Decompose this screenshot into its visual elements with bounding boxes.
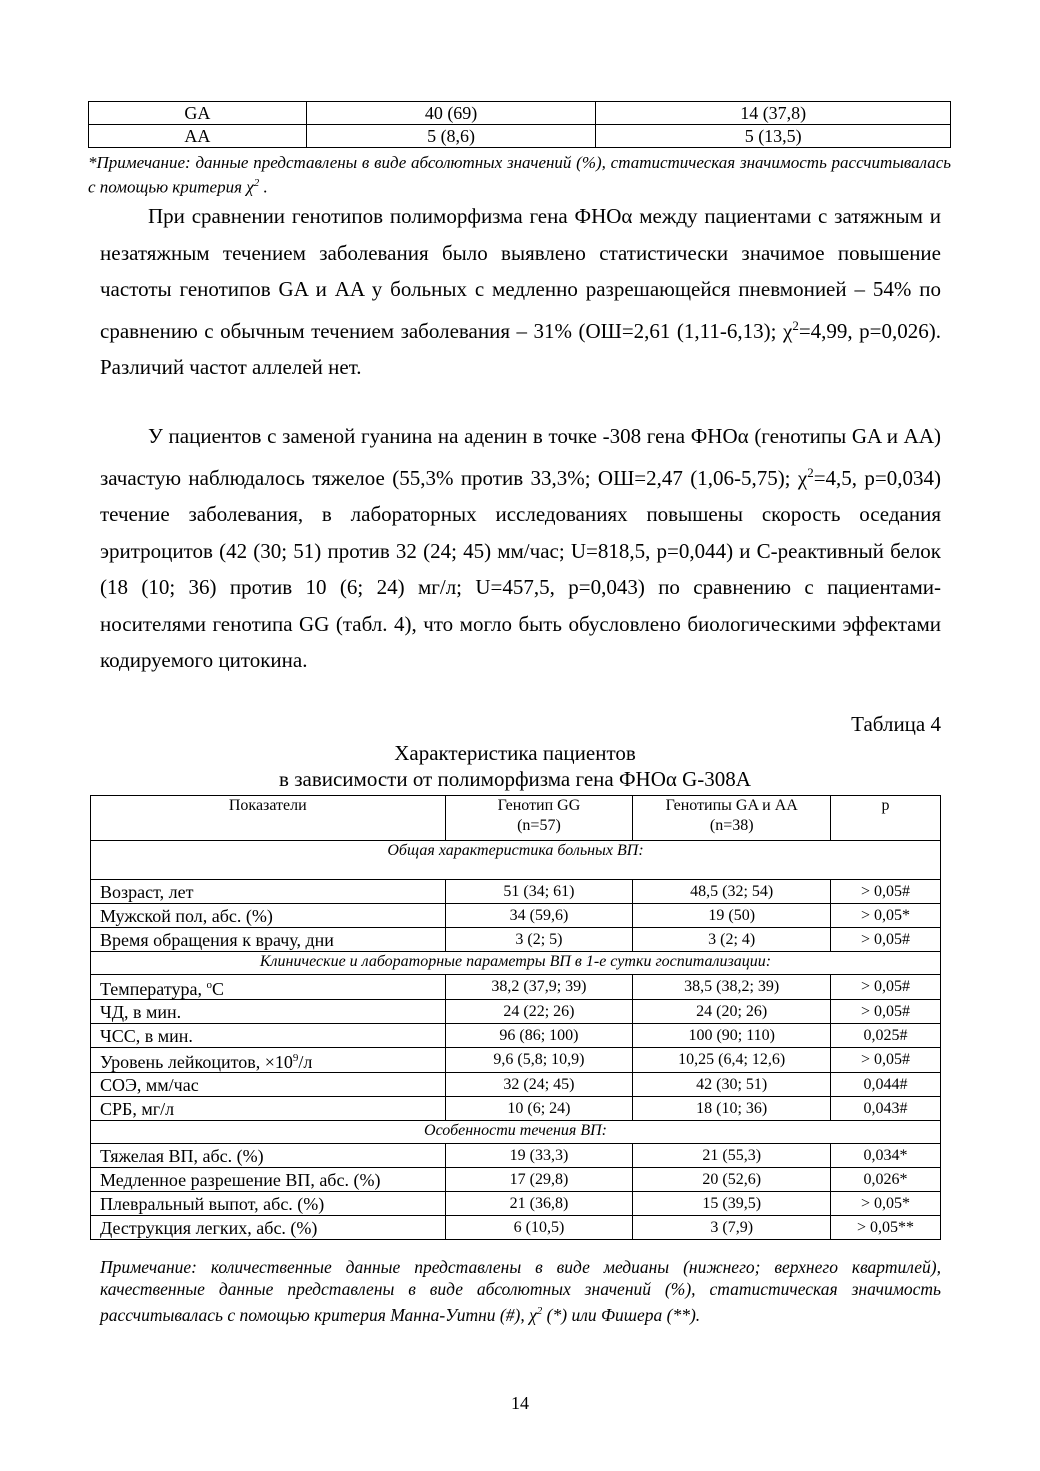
- ga-aa-value-cell: 42 (30; 51): [633, 1073, 831, 1097]
- table-row: [89, 102, 951, 125]
- indicator-cell: [91, 1216, 446, 1240]
- table-caption: Таблица 4: [851, 712, 941, 736]
- top-table-note: [88, 153, 951, 198]
- indicator-cell: [91, 928, 446, 952]
- indicator-cell: [91, 1168, 446, 1192]
- section-title: Общая характеристика больных ВП:: [91, 841, 941, 880]
- genotype-frequency-table: [88, 101, 951, 148]
- table-row: [91, 1048, 941, 1073]
- indicator-cell: [91, 975, 446, 1000]
- p-value-cell: > 0,05#: [831, 1000, 941, 1024]
- gg-value-cell: 34 (59,6): [445, 904, 633, 928]
- header-ga-aa: [633, 796, 831, 841]
- table-row: [91, 928, 941, 952]
- table-row: [91, 1144, 941, 1168]
- indicator-cell: [91, 1024, 446, 1048]
- note-superscript: 2: [536, 1305, 543, 1317]
- value-cell: 40 (69): [306, 102, 596, 125]
- p-value-cell: 0,025#: [831, 1024, 941, 1048]
- gg-value-cell: 17 (29,8): [445, 1168, 633, 1192]
- table-row: [91, 880, 941, 904]
- section-row: [91, 841, 941, 880]
- gg-value-cell: 21 (36,8): [445, 1192, 633, 1216]
- indicator-cell: [91, 880, 446, 904]
- table-note: [100, 1256, 941, 1326]
- indicator-cell: [91, 1048, 446, 1073]
- ga-aa-value-cell: 21 (55,3): [633, 1144, 831, 1168]
- header-gg-label: Генотип GG: [497, 797, 581, 814]
- table-row: [91, 975, 941, 1000]
- p-value-cell: 0,026*: [831, 1168, 941, 1192]
- gg-value-cell: 10 (6; 24): [445, 1097, 633, 1121]
- indicator-label: Деструкция легких, абс. (%): [100, 1217, 318, 1238]
- note-end: .: [259, 177, 268, 197]
- gg-value-cell: 38,2 (37,9; 39): [445, 975, 633, 1000]
- gg-value-cell: 51 (34; 61): [445, 880, 633, 904]
- paragraph-text: =4,5, p=0,034) течение заболевания, в лабораторных исследованиях повышены скорость оседания эритроцитов (42 (30; 51) против 32 (24; 45) мм/час; U=818,5, р=0,044) и С-реактивный белок (18 (10; 36) против 10 (6; 24) мг/л; U=457,5, р=0,043) по сравнению с пациентами-носителями генотипа GG (табл. 4), что могло быть обусловлено биологическими эффектами кодируемого цитокина.: [100, 465, 941, 672]
- p-value-cell: > 0,05#: [831, 928, 941, 952]
- indicator-label-end: С: [211, 979, 224, 999]
- indicator-cell: [91, 904, 446, 928]
- ga-aa-value-cell: 10,25 (6,4; 12,6): [633, 1048, 831, 1073]
- note-superscript: 2: [253, 177, 260, 189]
- indicator-label-end: /л: [298, 1052, 313, 1072]
- header-gg-n: (n=57): [517, 817, 561, 834]
- table-row: [91, 1192, 941, 1216]
- section-title: Особенности течения ВП:: [91, 1121, 941, 1144]
- indicator-cell: [91, 1144, 446, 1168]
- paragraph-text: У пациентов с заменой гуанина на аденин в точке -308 гена ФНОα (генотипы GA и AA) зачастую наблюдалось тяжелое (55,3% против 33,3%; ОШ=2,47 (1,06-5,75); χ: [100, 424, 941, 490]
- indicator-superscript: 9: [292, 1052, 299, 1064]
- table-row: [91, 1168, 941, 1192]
- paragraph-superscript: 2: [792, 317, 799, 333]
- header-ga-aa-n: (n=38): [709, 817, 754, 834]
- indicator-cell: [91, 1192, 446, 1216]
- table-body: [91, 841, 941, 1240]
- value-cell: 5 (8,6): [306, 125, 596, 148]
- genotype-cell: AA: [89, 125, 307, 148]
- gg-value-cell: 24 (22; 26): [445, 1000, 633, 1024]
- gg-value-cell: 96 (86; 100): [445, 1024, 633, 1048]
- note-text: Примечание: количественные данные представлены в виде медианы (нижнего; верхнего квартилей), качественные данные представлены в виде абсолютных значений (%), статистическая значимость рассчитывалась с помощью критерия Манна-Уитни (#), χ: [100, 1257, 941, 1325]
- table-row: [91, 904, 941, 928]
- header-p: p: [831, 796, 941, 841]
- ga-aa-value-cell: 18 (10; 36): [633, 1097, 831, 1121]
- ga-aa-value-cell: 24 (20; 26): [633, 1000, 831, 1024]
- indicator-label: Время обращения к врачу, дни: [100, 929, 334, 950]
- indicator-label: ЧСС, в мин.: [100, 1025, 193, 1046]
- paragraph-2: [100, 418, 941, 679]
- header-gg: [445, 796, 633, 841]
- table-row: [91, 1024, 941, 1048]
- ga-aa-value-cell: 3 (2; 4): [633, 928, 831, 952]
- indicator-label: Возраст, лет: [100, 881, 194, 902]
- table-title-line-2: в зависимости от полиморфизма гена ФНОα G-308A: [279, 767, 751, 791]
- indicator-label: СОЭ, мм/час: [100, 1074, 199, 1095]
- gg-value-cell: 6 (10,5): [445, 1216, 633, 1240]
- table-row: [89, 125, 951, 148]
- p-value-cell: > 0,05#: [831, 1048, 941, 1073]
- section-title: Клинические и лабораторные параметры ВП в 1-е сутки госпитализации:: [91, 952, 941, 975]
- ga-aa-value-cell: 20 (52,6): [633, 1168, 831, 1192]
- ga-aa-value-cell: 3 (7,9): [633, 1216, 831, 1240]
- paragraph-text: =4,99, р=0,026). Различий частот аллелей нет.: [100, 318, 941, 379]
- header-indicator: Показатели: [91, 796, 446, 841]
- gg-value-cell: 32 (24; 45): [445, 1073, 633, 1097]
- indicator-label: Мужской пол, абс. (%): [100, 905, 273, 926]
- ga-aa-value-cell: 38,5 (38,2; 39): [633, 975, 831, 1000]
- ga-aa-value-cell: 15 (39,5): [633, 1192, 831, 1216]
- note-text: (*) или Фишера (**).: [542, 1304, 701, 1325]
- p-value-cell: 0,043#: [831, 1097, 941, 1121]
- genotype-cell: GA: [89, 102, 307, 125]
- p-value-cell: > 0,05*: [831, 1192, 941, 1216]
- indicator-label: Уровень лейкоцитов, ×10: [100, 1052, 293, 1072]
- header-ga-aa-label: Генотипы GA и AA: [665, 797, 798, 814]
- indicator-superscript: o: [206, 979, 212, 991]
- table-title-line-1: Характеристика пациентов: [394, 741, 636, 765]
- indicator-cell: [91, 1073, 446, 1097]
- paragraph-1: [100, 198, 941, 386]
- gg-value-cell: 3 (2; 5): [445, 928, 633, 952]
- gg-value-cell: 19 (33,3): [445, 1144, 633, 1168]
- note-text: *Примечание: данные представлены в виде абсолютных значений (%), статистическая значимость рассчитывалась с помощью критерия χ: [88, 153, 951, 197]
- ga-aa-value-cell: 100 (90; 110): [633, 1024, 831, 1048]
- p-value-cell: 0,044#: [831, 1073, 941, 1097]
- paragraph-text: При сравнении генотипов полиморфизма гена ФНОα между пациентами с затяжным и незатяжным течением заболевания было выявлено статистически значимое повышение частоты генотипов GA и AA у больных с медленно разрешающейся пневмонией – 54% по сравнению с обычным течением заболевания – 31% (ОШ=2,61 (1,11-6,13); χ: [100, 204, 941, 343]
- gg-value-cell: 9,6 (5,8; 10,9): [445, 1048, 633, 1073]
- p-value-cell: > 0,05#: [831, 880, 941, 904]
- value-cell: 5 (13,5): [596, 125, 951, 148]
- p-value-cell: > 0,05*: [831, 904, 941, 928]
- indicator-label: Температура,: [100, 979, 207, 999]
- p-value-cell: > 0,05**: [831, 1216, 941, 1240]
- value-cell: 14 (37,8): [596, 102, 951, 125]
- indicator-label: Медленное разрешение ВП, абс. (%): [100, 1169, 381, 1190]
- indicator-label: Тяжелая ВП, абс. (%): [100, 1145, 264, 1166]
- table-header-row: [91, 796, 941, 841]
- page-number: 14: [511, 1393, 529, 1413]
- paragraph-superscript: 2: [807, 464, 814, 480]
- p-value-cell: 0,034*: [831, 1144, 941, 1168]
- indicator-label: Плевральный выпот, абс. (%): [100, 1193, 325, 1214]
- indicator-label: СРБ, мг/л: [100, 1098, 175, 1119]
- patient-characteristics-table: [90, 795, 941, 1240]
- indicator-cell: [91, 1097, 446, 1121]
- table-row: [91, 1073, 941, 1097]
- table-row: [91, 1000, 941, 1024]
- table-row: [91, 1097, 941, 1121]
- table-row: [91, 1216, 941, 1240]
- section-row: [91, 1121, 941, 1144]
- p-value-cell: > 0,05#: [831, 975, 941, 1000]
- indicator-label: ЧД, в мин.: [100, 1001, 182, 1022]
- ga-aa-value-cell: 48,5 (32; 54): [633, 880, 831, 904]
- section-row: [91, 952, 941, 975]
- indicator-cell: [91, 1000, 446, 1024]
- ga-aa-value-cell: 19 (50): [633, 904, 831, 928]
